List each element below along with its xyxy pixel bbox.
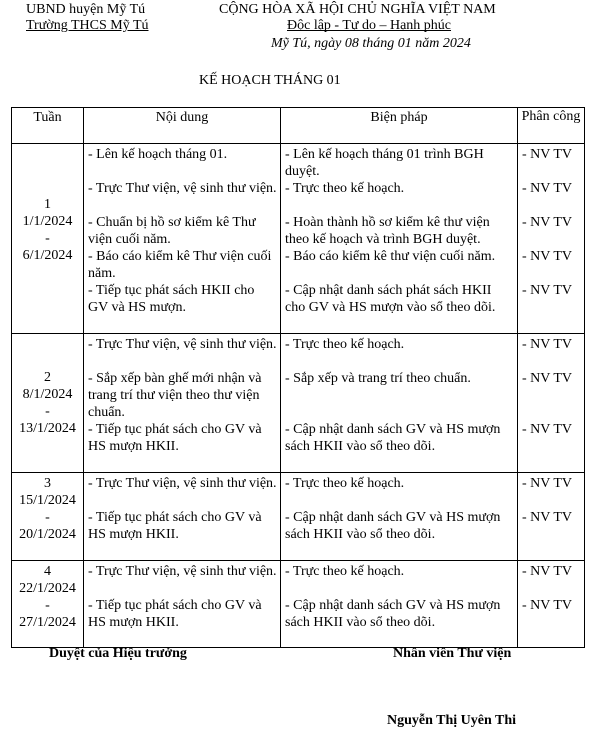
- measure-item: - Trực theo kế hoạch.: [285, 476, 405, 491]
- assignment-item: - NV TV: [522, 249, 573, 264]
- assignment-cell: [518, 561, 585, 648]
- table-header-row: [12, 108, 585, 144]
- school-name-text: Trường THCS Mỹ Tú: [26, 18, 149, 33]
- week-dash: -: [45, 510, 50, 525]
- content-item: - Tiếp tục phát sách HKII cho GV và HS mượn.: [88, 283, 255, 315]
- assignment-item: - NV TV: [522, 422, 573, 437]
- content-cell: [84, 473, 281, 561]
- assignment-item: - NV TV: [522, 147, 573, 162]
- assignment-item: - NV TV: [522, 371, 573, 386]
- week-dash: -: [45, 231, 50, 246]
- week-from: 15/1/2024: [19, 493, 76, 508]
- document-date: Mỹ Tú, ngày 08 tháng 01 năm 2024: [271, 36, 471, 51]
- assignment-item: - NV TV: [522, 181, 573, 196]
- national-motto-text: Độc lập - Tự do – Hạnh phúc: [287, 18, 452, 33]
- document-title: KẾ HOẠCH THÁNG 01: [199, 73, 341, 88]
- measure-item: - Cập nhật danh sách GV và HS mượn sách HKII vào sổ theo dõi.: [285, 510, 501, 542]
- national-motto: [287, 18, 451, 34]
- week-to: 20/1/2024: [19, 527, 76, 542]
- week-cell: [12, 473, 84, 561]
- header-week: Tuần: [12, 108, 84, 144]
- week-dash: -: [45, 598, 50, 613]
- staff-name: Nguyễn Thị Uyên Thi: [387, 713, 517, 728]
- content-item: - Sắp xếp bàn ghế mới nhận và trang trí thư viện theo thư viện chuẩn.: [88, 371, 262, 420]
- org-name: UBND huyện Mỹ Tú: [26, 2, 146, 17]
- content-cell: [84, 561, 281, 648]
- header-assignment: Phân công: [518, 108, 585, 144]
- week-cell: [12, 144, 84, 334]
- national-title: CỘNG HÒA XÃ HỘI CHỦ NGHĨA VIỆT NAM: [219, 2, 496, 17]
- assignment-item: - NV TV: [522, 476, 573, 491]
- week-number: 1: [44, 197, 51, 212]
- table-row: [12, 473, 585, 561]
- table-row: [12, 561, 585, 648]
- measure-cell: [281, 473, 518, 561]
- content-item: - Trực Thư viện, vệ sinh thư viện.: [88, 564, 277, 579]
- measure-item: - Trực theo kế hoạch.: [285, 337, 405, 352]
- staff-role-label: Nhân viên Thư viện: [393, 646, 512, 661]
- week-cell: [12, 561, 84, 648]
- content-item: - Báo cáo kiểm kê Thư viện cuối năm.: [88, 249, 272, 281]
- assignment-cell: [518, 334, 585, 473]
- content-item: - Tiếp tục phát sách cho GV và HS mượn HKII.: [88, 598, 262, 630]
- assignment-item: - NV TV: [522, 564, 573, 579]
- content-item: - Tiếp tục phát sách cho GV và HS mượn HKII.: [88, 510, 262, 542]
- assignment-item: - NV TV: [522, 283, 573, 298]
- week-number: 3: [44, 476, 51, 491]
- week-number: 2: [44, 370, 51, 385]
- assignment-item: - NV TV: [522, 598, 573, 613]
- week-to: 6/1/2024: [22, 248, 73, 263]
- week-cell: [12, 334, 84, 473]
- assignment-cell: [518, 473, 585, 561]
- week-to: 27/1/2024: [19, 615, 76, 630]
- header-content: Nội dung: [84, 108, 281, 144]
- measure-item: - Báo cáo kiểm kê thư viện cuối năm.: [285, 249, 496, 264]
- table-row: [12, 144, 585, 334]
- header-measure: Biện pháp: [281, 108, 518, 144]
- content-item: - Trực Thư viện, vệ sinh thư viện.: [88, 476, 277, 491]
- measure-item: - Cập nhật danh sách GV và HS mượn sách HKII vào sổ theo dõi.: [285, 598, 501, 630]
- assignment-item: - NV TV: [522, 337, 573, 352]
- approval-label: Duyệt của Hiệu trưởng: [49, 646, 187, 661]
- content-item: - Lên kế hoạch tháng 01.: [88, 147, 228, 162]
- week-from: 1/1/2024: [22, 214, 73, 229]
- measure-item: - Cập nhật danh sách GV và HS mượn sách HKII vào sổ theo dõi.: [285, 422, 501, 454]
- measure-cell: [281, 144, 518, 334]
- school-name: [26, 18, 149, 34]
- content-item: - Tiếp tục phát sách cho GV và HS mượn HKII.: [88, 422, 262, 454]
- measure-item: - Lên kế hoạch tháng 01 trình BGH duyệt.: [285, 147, 484, 179]
- week-dash: -: [45, 404, 50, 419]
- content-cell: [84, 334, 281, 473]
- week-from: 22/1/2024: [19, 581, 76, 596]
- content-item: - Trực Thư viện, vệ sinh thư viện.: [88, 337, 277, 352]
- assignment-cell: [518, 144, 585, 334]
- measure-cell: [281, 561, 518, 648]
- measure-item: - Trực theo kế hoạch.: [285, 181, 405, 196]
- plan-table: [11, 107, 585, 648]
- assignment-item: - NV TV: [522, 510, 573, 525]
- content-cell: [84, 144, 281, 334]
- measure-item: - Trực theo kế hoạch.: [285, 564, 405, 579]
- content-item: - Chuẩn bị hồ sơ kiểm kê Thư viện cuối năm.: [88, 215, 256, 247]
- week-to: 13/1/2024: [19, 421, 76, 436]
- measure-item: - Hoàn thành hồ sơ kiểm kê thư viện theo kế hoạch và trình BGH duyệt.: [285, 215, 490, 247]
- table-row: [12, 334, 585, 473]
- measure-item: - Cập nhật danh sách phát sách HKII cho GV và HS mượn vào sổ theo dõi.: [285, 283, 496, 315]
- measure-cell: [281, 334, 518, 473]
- assignment-item: - NV TV: [522, 215, 573, 230]
- content-item: - Trực Thư viện, vệ sinh thư viện.: [88, 181, 277, 196]
- week-number: 4: [44, 564, 51, 579]
- measure-item: - Sắp xếp và trang trí theo chuẩn.: [285, 371, 471, 386]
- week-from: 8/1/2024: [22, 387, 73, 402]
